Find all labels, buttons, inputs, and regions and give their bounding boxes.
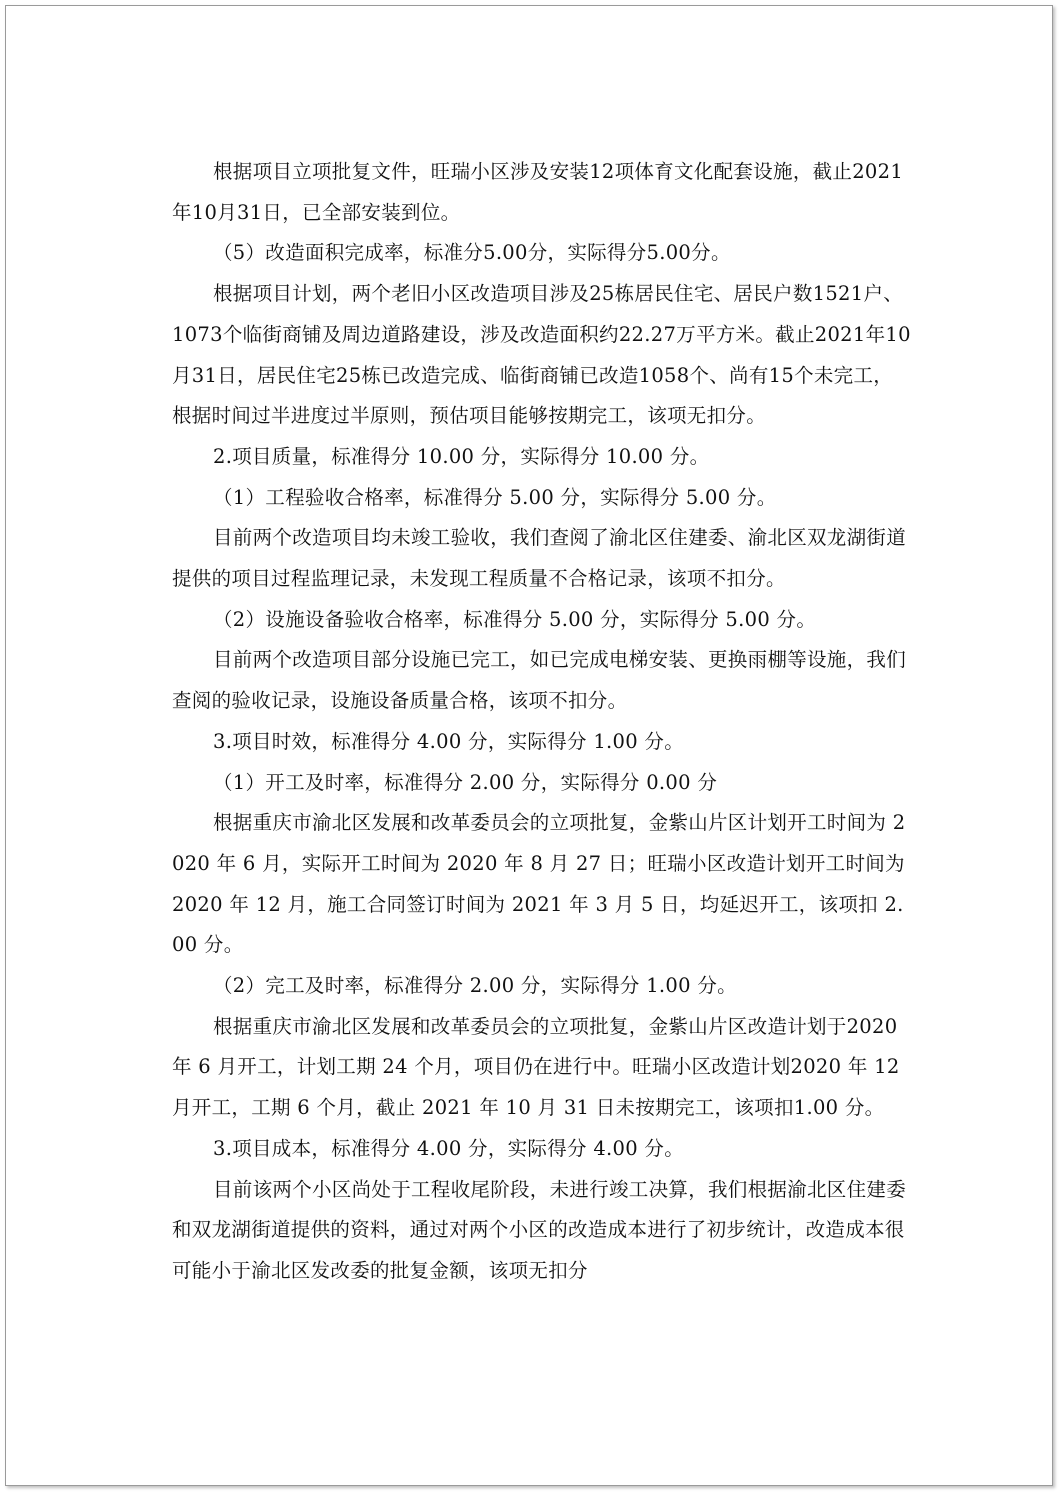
paragraph-cost-heading: 3.项目成本，标准得分 4.00 分，实际得分 4.00 分。: [213, 1136, 685, 1160]
paragraph-cost-detail: 目前该两个小区尚处于工程收尾阶段，未进行竣工决算，我们根据渝北区住建委和双龙湖街道提供的资料，通过对两个小区的改造成本进行了初步统计，改造成本很可能小于渝北区发改委的批复金额，该项无扣分: [172, 1177, 907, 1282]
paragraph-equipment-detail: 目前两个改造项目部分设施已完工，如已完成电梯安装、更换雨棚等设施，我们查阅的验收记录，设施设备质量合格，该项不扣分。: [172, 648, 907, 713]
document-page: [5, 5, 1053, 1486]
paragraph-project-plan: 根据项目计划，两个老旧小区改造项目涉及25栋居民住宅、居民户数1521户、1073个临街商铺及周边道路建设，涉及改造面积约22.27万平方米。截止2021年10月31日，居民住宅25栋已改造完成、临街商铺已改造1058个、尚有15个未完工，根据时间过半进度过半原则，预估项目能够按期完工，该项无扣分。: [172, 282, 911, 428]
paragraph-start-rate-heading: （1）开工及时率，标准得分 2.00 分，实际得分 0.00 分: [213, 770, 718, 794]
paragraph-start-detail: 根据重庆市渝北区发展和改革委员会的立项批复，金紫山片区计划开工时间为 2020 年 6 月，实际开工时间为 2020 年 8 月 27 日；旺瑞小区改造计划开工时间为 2020 年 12 月，施工合同签订时间为 2021 年 3 月 5 日，均延迟开工，该项扣 2.00 分。: [172, 811, 906, 957]
paragraph-acceptance-rate-heading: （1）工程验收合格率，标准得分 5.00 分，实际得分 5.00 分。: [213, 485, 777, 509]
paragraph-area-completion-heading: （5）改造面积完成率，标准分5.00分，实际得分5.00分。: [213, 241, 731, 265]
document-body: [172, 152, 912, 1292]
paragraph-completion-rate-heading: （2）完工及时率，标准得分 2.00 分，实际得分 1.00 分。: [213, 974, 737, 998]
paragraph-wangrui-facilities: 根据项目立项批复文件，旺瑞小区涉及安装12项体育文化配套设施，截止2021年10月31日，已全部安装到位。: [172, 160, 904, 224]
paragraph-equipment-heading: （2）设施设备验收合格率，标准得分 5.00 分，实际得分 5.00 分。: [213, 607, 817, 631]
paragraph-timeliness-heading: 3.项目时效，标准得分 4.00 分，实际得分 1.00 分。: [213, 729, 685, 753]
paragraph-completion-detail: 根据重庆市渝北区发展和改革委员会的立项批复，金紫山片区改造计划于2020 年 6 月开工，计划工期 24 个月，项目仍在进行中。旺瑞小区改造计划2020 年 12 月开工，工期 6 个月，截止 2021 年 10 月 31 日未按期完工，该项扣1.00 分。: [172, 1014, 900, 1120]
paragraph-quality-heading: 2.项目质量，标准得分 10.00 分，实际得分 10.00 分。: [213, 444, 710, 468]
paragraph-acceptance-detail: 目前两个改造项目均未竣工验收，我们查阅了渝北区住建委、渝北区双龙湖街道提供的项目过程监理记录，未发现工程质量不合格记录，该项不扣分。: [172, 526, 907, 591]
